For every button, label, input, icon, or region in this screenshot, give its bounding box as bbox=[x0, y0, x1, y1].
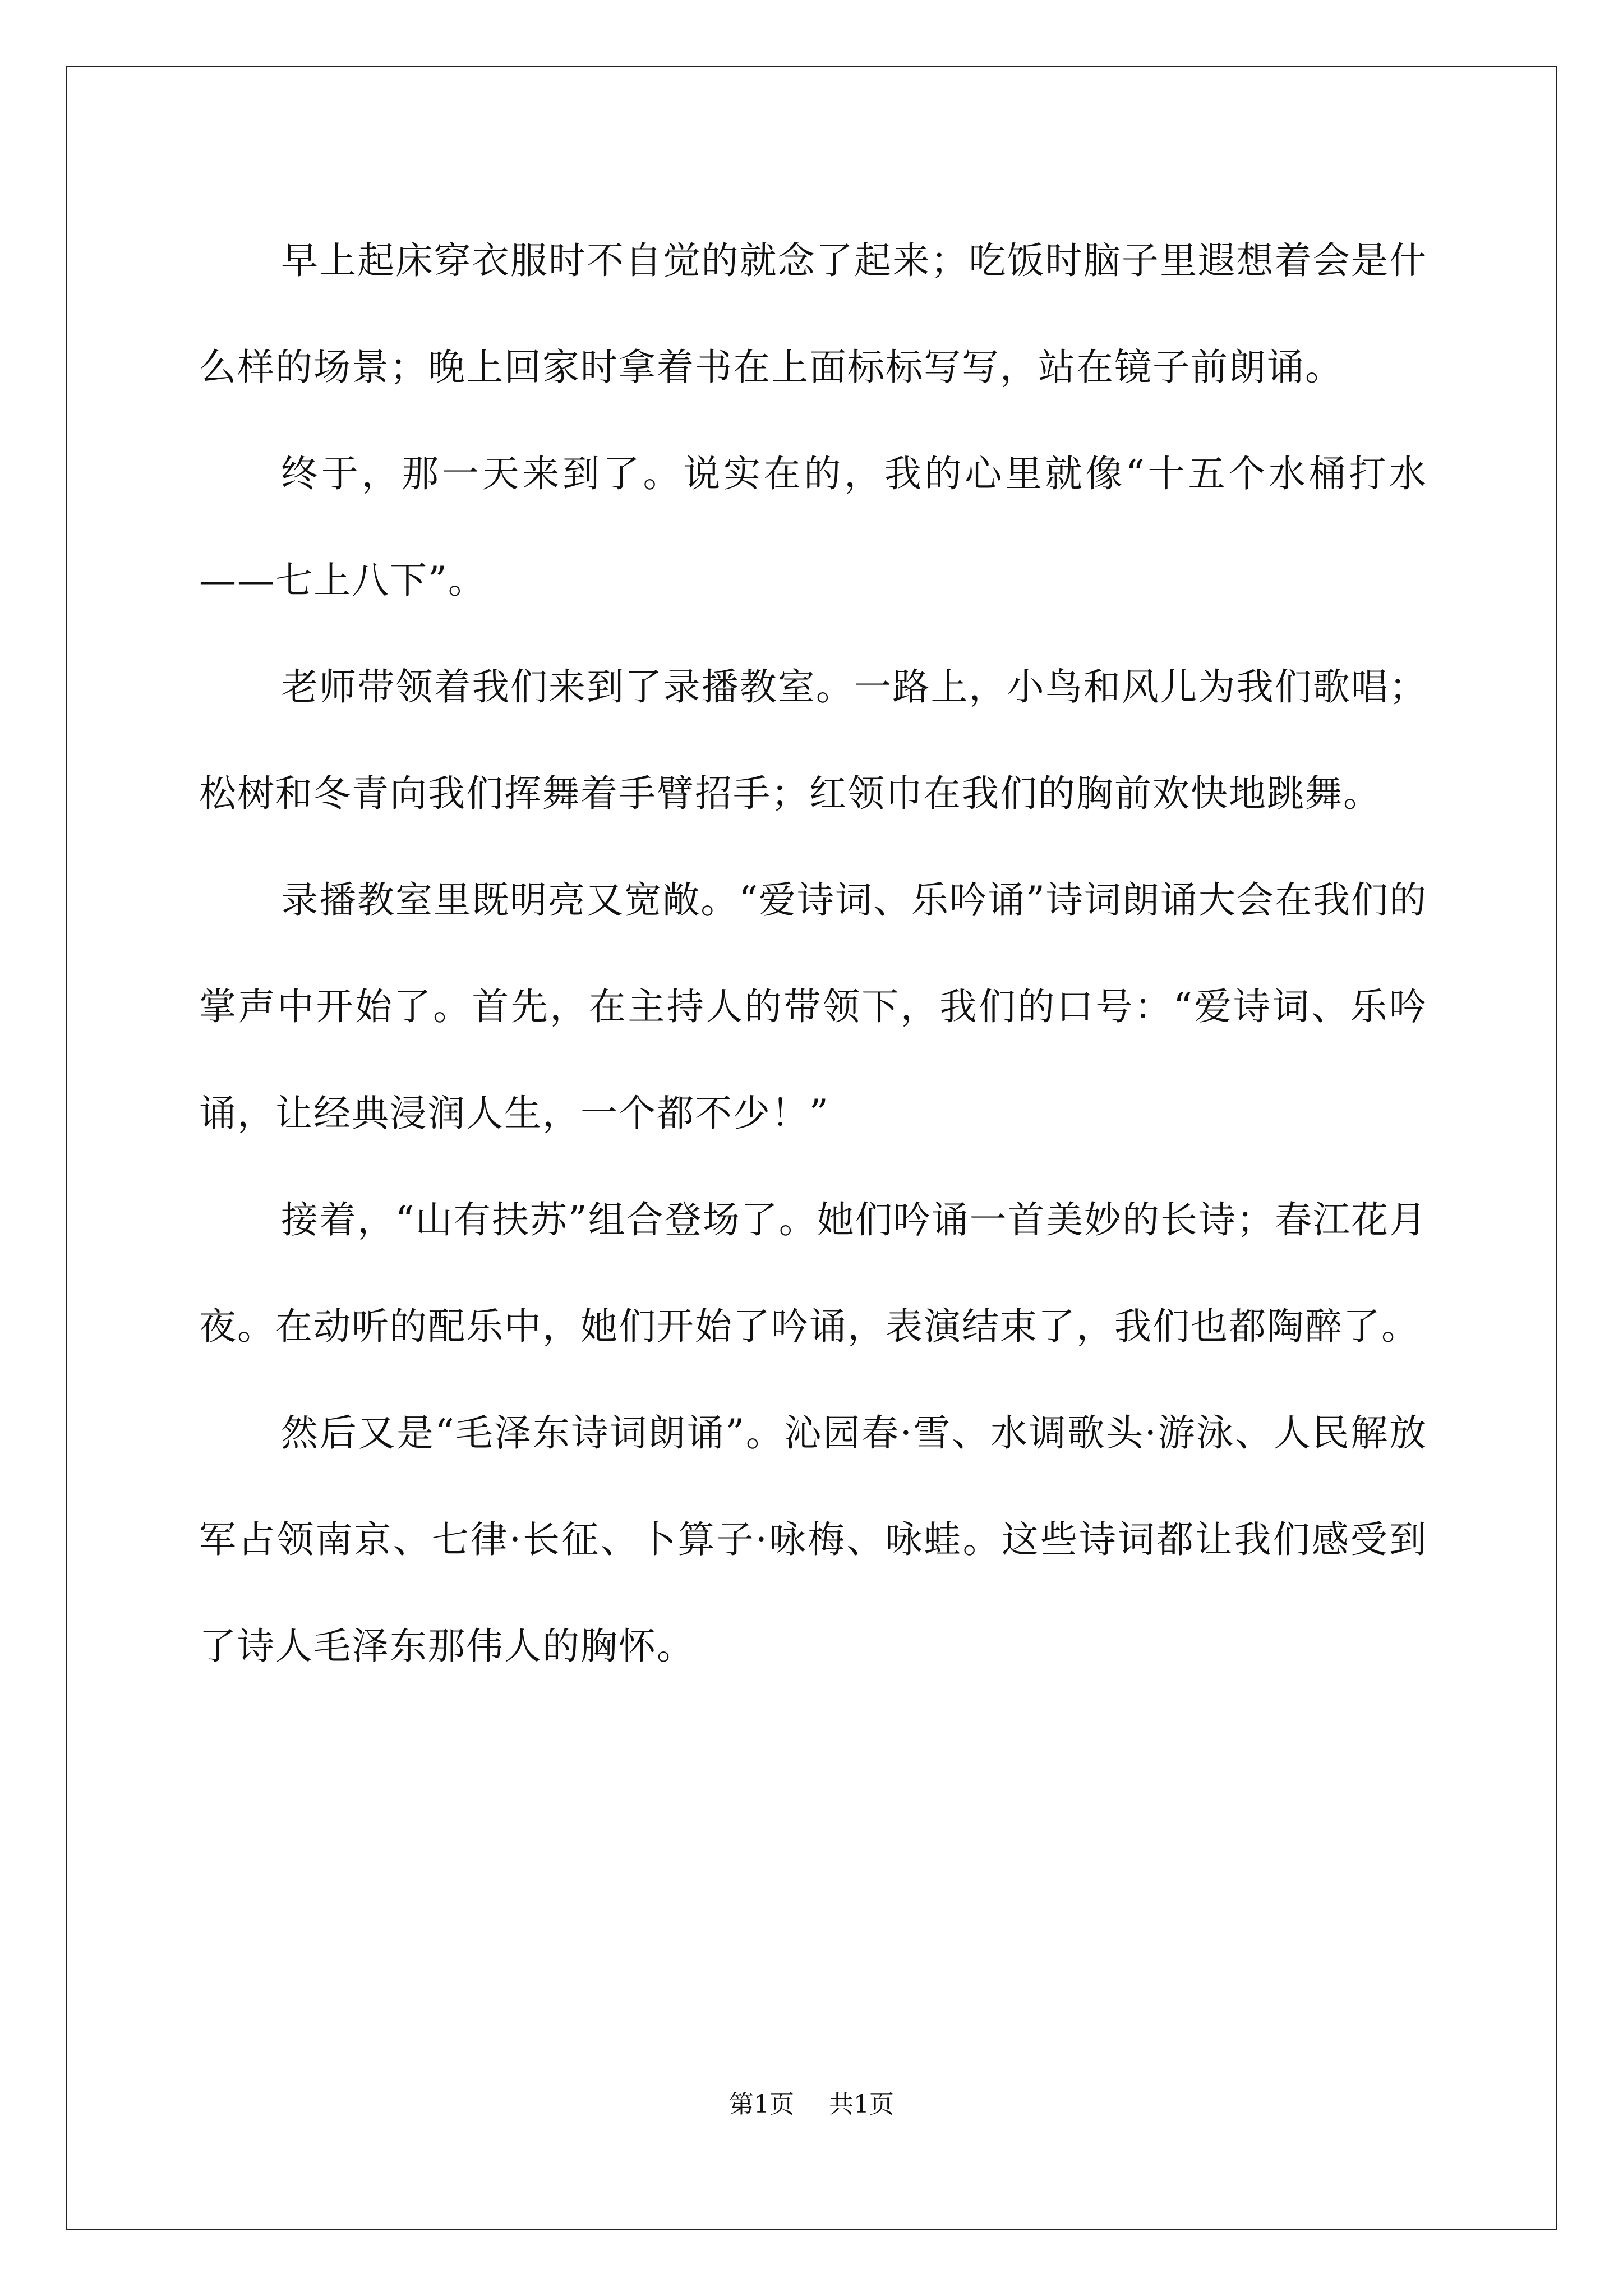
document-body bbox=[199, 208, 1427, 1700]
paragraph: 早上起床穿衣服时不自觉的就念了起来；吃饭时脑子里遐想着会是什么样的场景；晚上回家时拿着书在上面标标写写，站在镜子前朗诵。 bbox=[199, 239, 1427, 389]
paragraph: 然后又是“毛泽东诗词朗诵”。沁园春·雪、水调歌头·游泳、人民解放军占领南京、七律·长征、卜算子·咏梅、咏蛙。这些诗词都让我们感受到了诗人毛泽东那伟人的胸怀。 bbox=[199, 1411, 1427, 1668]
page-number: 第1页 bbox=[729, 2090, 794, 2119]
paragraph: 终于，那一天来到了。说实在的，我的心里就像“十五个水桶打水——七上八下”。 bbox=[199, 452, 1427, 602]
paragraph: 录播教室里既明亮又宽敞。“爱诗词、乐吟诵”诗词朗诵大会在我们的掌声中开始了。首先，在主持人的带领下，我们的口号：“爱诗词、乐吟诵，让经典浸润人生，一个都不少！” bbox=[199, 878, 1427, 1135]
paragraph: 老师带领着我们来到了录播教室。一路上，小鸟和风儿为我们歌唱；松树和冬青向我们挥舞着手臂招手；红领巾在我们的胸前欢快地跳舞。 bbox=[199, 665, 1427, 815]
page-footer bbox=[0, 2084, 1623, 2120]
page-total: 共1页 bbox=[829, 2090, 894, 2119]
paragraph: 接着，“山有扶苏”组合登场了。她们吟诵一首美妙的长诗；春江花月夜。在动听的配乐中，她们开始了吟诵，表演结束了，我们也都陶醉了。 bbox=[199, 1198, 1427, 1348]
